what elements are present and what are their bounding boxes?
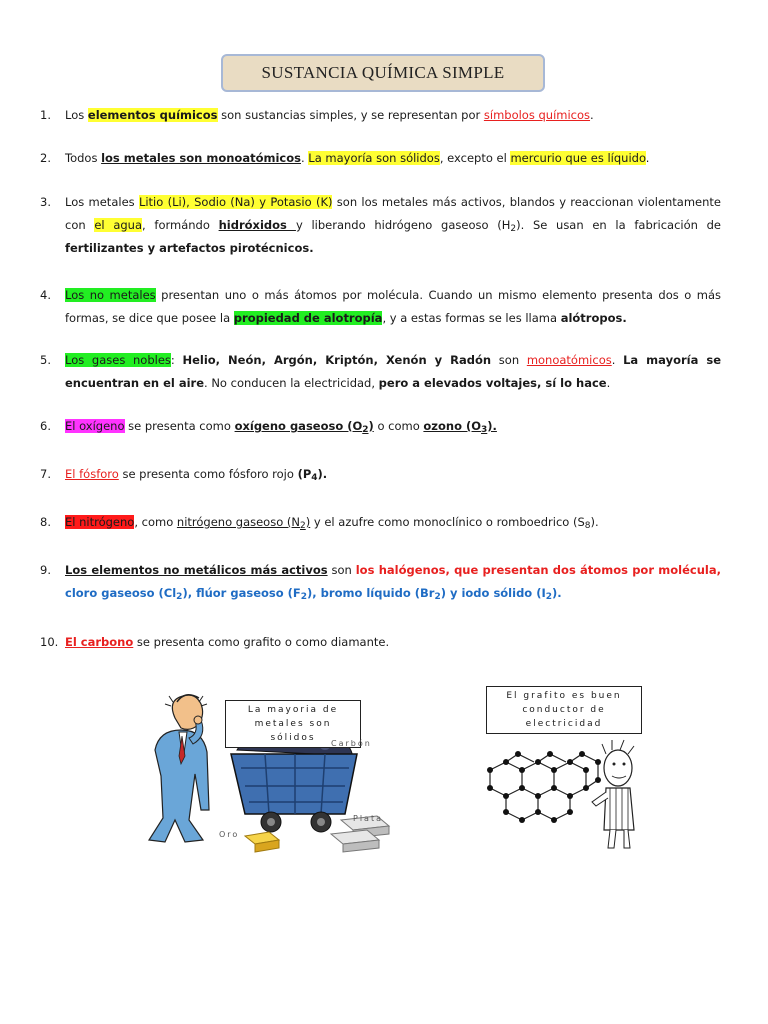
list-item <box>40 104 721 127</box>
list-item <box>40 511 721 534</box>
silver-label: Plata <box>353 814 383 823</box>
list-item <box>40 463 721 486</box>
item-number: 2. <box>40 151 51 165</box>
metals-illustration <box>145 690 405 860</box>
graphite-callout: El grafito es buen conductor de electricidad <box>486 686 642 734</box>
carbon-label: Carbón <box>331 739 372 748</box>
item-text: Los gases nobles: Helio, Neón, Argón, Kriptón, Xenón y Radón son monoatómicos. La mayoría se encuentran en el aire. No conducen la electricidad, pero a elevados voltajes, sí lo hace. <box>65 353 722 390</box>
page-title: SUSTANCIA QUÍMICA SIMPLE <box>221 54 545 92</box>
metals-callout: La mayoria de metales son sólidos <box>225 700 361 748</box>
item-number: 9. <box>40 563 51 577</box>
list-item <box>40 147 721 170</box>
item-text: El carbono se presenta como grafito o como diamante. <box>65 635 390 649</box>
item-number: 5. <box>40 353 51 367</box>
item-number: 3. <box>40 195 51 209</box>
list-item <box>40 631 721 654</box>
list-item <box>40 415 721 438</box>
list-item <box>40 284 721 330</box>
item-number: 8. <box>40 515 51 529</box>
list-item <box>40 191 721 260</box>
item-number: 7. <box>40 467 51 481</box>
item-number: 4. <box>40 288 51 302</box>
item-number: 1. <box>40 108 51 122</box>
item-number: 6. <box>40 419 51 433</box>
item-text: Los elementos no metálicos más activos son los halógenos, que presentan dos átomos por molécula, cloro gaseoso $(Cl_2)$, flúor gaseoso $(F_2)$, bromo líquido $(Br_2)$ y iodo sólido $(I_2)$. <box>65 563 721 602</box>
item-text: Los no metales presentan uno o más átomos por molécula. Cuando un mismo elemento presenta dos o más formas, se dice que posee la propiedad de alotropía, y a estas formas se les llama alótropos. <box>65 288 721 325</box>
item-text: El fósforo se presenta como fósforo rojo $(P_4)$. <box>65 467 328 483</box>
item-number: 10. <box>40 635 59 649</box>
item-text: Los metales Litio (Li), Sodio (Na) y Potasio (K) son los metales más activos, blandos y reaccionan violentamente con el agua, formándo hidróxidos y liberando hidrógeno gaseoso $(H_2)$. Se usan en la fabricación de fertilizantes y artefactos pirotécnicos. <box>65 195 722 255</box>
item-text: El oxígeno se presenta como oxígeno gaseoso $(O_2)$ o como ozono $(O_3)$. <box>65 419 497 435</box>
item-text: El nitrógeno, como nitrógeno gaseoso $(N_2)$ y el azufre como monoclínico o romboedrico $(S_8)$. <box>65 515 599 531</box>
list-item <box>40 559 721 605</box>
item-text: Todos los metales son monoatómicos. La mayoría son sólidos, excepto el mercurio que es líquido. <box>65 151 650 165</box>
graphite-illustration <box>484 684 654 854</box>
gold-label: Oro <box>219 830 240 839</box>
list-item <box>40 349 721 395</box>
item-text: Los elementos químicos son sustancias simples, y se representan por símbolos químicos. <box>65 108 594 122</box>
